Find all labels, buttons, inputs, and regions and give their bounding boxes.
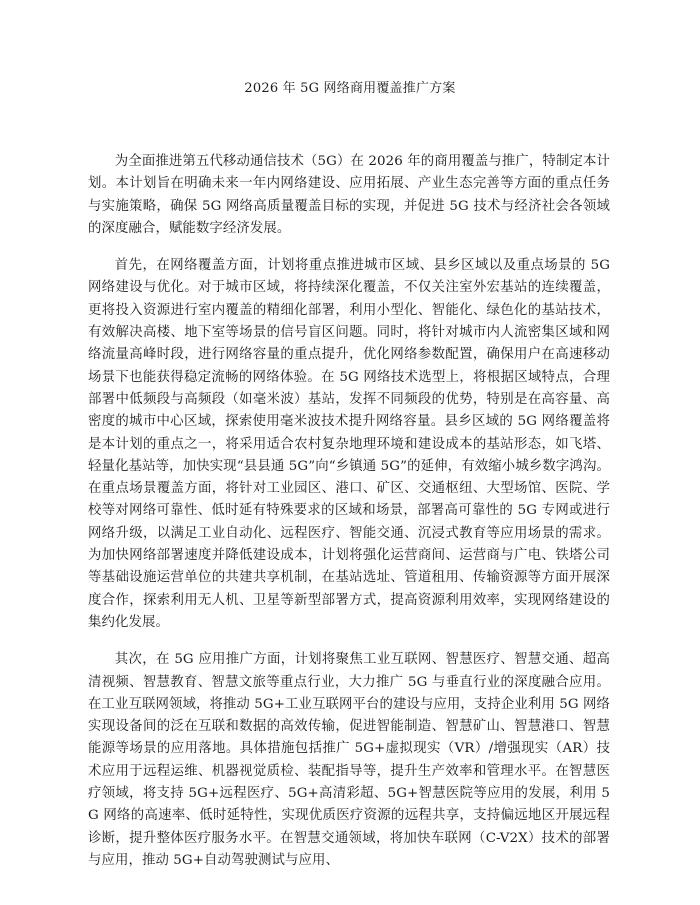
paragraph-application-promotion: 其次，在 5G 应用推广方面，计划将聚焦工业互联网、智慧医疗、智慧交通、超高清视频、智慧教育、智慧文旅等重点行业，大力推广 5G 与垂直行业的深度融合应用。在工业互联网领域，将推动 5G+工业互联网平台的建设与应用，支持企业利用 5G 网络实现设备间的泛在互联和数据的高效传输，促进智能制造、智慧矿山、智慧港口、智慧能源等场景的应用落地。具体措施包括推广 5G+虚拟现实（VR）/增强现实（AR）技术应用于远程运维、机器视觉质检、装配指导等，提升生产效率和管理水平。在智慧医疗领域，将支持 5G+远程医疗、5G+高清彩超、5G+智慧医院等应用的发展，利用 5G 网络的高速率、低时延特性，实现优质医疗资源的远程共享，支持偏远地区开展远程诊断，提升整体医疗服务水平。在智慧交通领域，将加快车联网（C-V2X）技术的部署与应用，推动 5G+自动驾驶测试与应用、 bbox=[88, 652, 610, 868]
document-title: 2026 年 5G 网络商用覆盖推广方案 bbox=[244, 81, 456, 96]
paragraph-network-coverage: 首先，在网络覆盖方面，计划将重点推进城市区域、县乡区域以及重点场景的 5G 网络建设与优化。对于城市区域，将持续深化覆盖，不仅关注室外宏基站的连续覆盖，更将投入资源进行室内覆盖的精细化部署，利用小型化、智能化、绿色化的基站技术，有效解决高楼、地下室等场景的信号盲区问题。同时，将针对城市内人流密集区域和网络流量高峰时段，进行网络容量的重点提升，优化网络参数配置，确保用户在高速移动场景下也能获得稳定流畅的网络体验。在 5G 网络技术选型上，将根据区域特点，合理部署中低频段与高频段（如毫米波）基站，发挥不同频段的优势，特别是在高容量、高密度的城市中心区域，探索使用毫米波技术提升网络容量。县乡区域的 5G 网络覆盖将是本计划的重点之一，将采用适合农村复杂地理环境和建设成本的基站形态，如飞塔、轻量化基站等，加快实现“县县通 5G”向“乡镇通 5G”的延伸，有效缩小城乡数字鸿沟。在重点场景覆盖方面，将针对工业园区、港口、矿区、交通枢纽、大型场馆、医院、学校等对网络可靠性、低时延有特殊要求的区域和场景，部署高可靠性的 5G 专网或进行网络升级，以满足工业自动化、远程医疗、智能交通、沉浸式教育等应用场景的需求。为加快网络部署速度并降低建设成本，计划将强化运营商间、运营商与广电、铁塔公司等基础设施运营单位的共建共享机制，在基站选址、管道租用、传输资源等方面开展深度合作，探索利用无人机、卫星等新型部署方式，提高资源利用效率，实现网络建设的集约化发展。 bbox=[88, 258, 610, 630]
document-body bbox=[88, 151, 610, 887]
paragraph-intro: 为全面推进第五代移动通信技术（5G）在 2026 年的商用覆盖与推广，特制定本计划。本计划旨在明确未来一年内网络建设、应用拓展、产业生态完善等方面的重点任务与实施策略，确保 5G 网络高质量覆盖目标的实现，并促进 5G 技术与经济社会各领域的深度融合，赋能数字经济发展。 bbox=[88, 154, 610, 236]
